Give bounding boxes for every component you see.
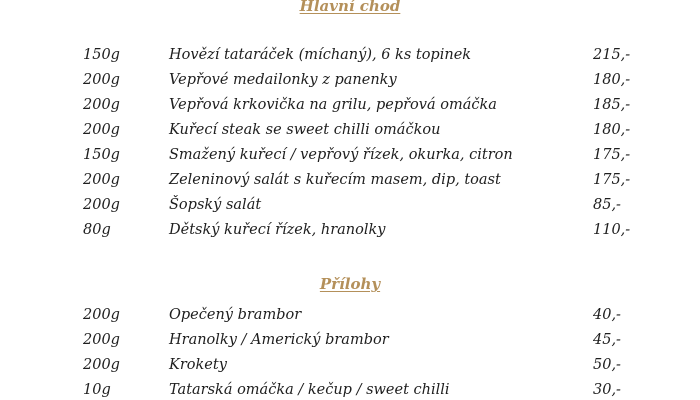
item-price: 185,- (593, 97, 631, 113)
item-price: 85,- (593, 197, 621, 213)
item-weight: 150g (83, 47, 120, 63)
menu-item (0, 70, 700, 95)
item-name: Hovězí tataráček (míchaný), 6 ks topinek (169, 47, 472, 63)
item-price: 30,- (593, 382, 621, 398)
menu-item (0, 305, 700, 330)
item-weight: 200g (83, 72, 120, 88)
section-title-text: Přílohy (319, 275, 381, 293)
menu-item (0, 145, 700, 170)
item-weight: 200g (83, 357, 120, 373)
item-name: Vepřové medailonky z panenky (169, 72, 397, 88)
item-price: 175,- (593, 172, 631, 188)
item-weight: 200g (83, 172, 120, 188)
item-weight: 200g (83, 197, 120, 213)
item-name: Šopský salát (169, 197, 262, 213)
menu-item (0, 380, 700, 400)
menu-item (0, 120, 700, 145)
menu-item (0, 355, 700, 380)
item-name: Tatarská omáčka / kečup / sweet chilli (169, 382, 450, 398)
section-title-text: Hlavní chod (299, 0, 401, 15)
item-name: Vepřová krkovička na grilu, pepřová omáčka (169, 97, 497, 113)
item-price: 40,- (593, 307, 621, 323)
item-price: 180,- (593, 122, 631, 138)
item-price: 45,- (593, 332, 621, 348)
menu-item (0, 95, 700, 120)
item-weight: 200g (83, 332, 120, 348)
item-name: Zeleninový salát s kuřecím masem, dip, toast (169, 172, 501, 188)
menu-item (0, 220, 700, 245)
menu-item (0, 45, 700, 70)
item-price: 110,- (593, 222, 631, 238)
item-price: 175,- (593, 147, 631, 163)
item-weight: 200g (83, 122, 120, 138)
menu-item (0, 195, 700, 220)
section-title-sides (0, 275, 700, 293)
menu-item (0, 330, 700, 355)
item-name: Hranolky / Americký brambor (169, 332, 389, 348)
item-weight: 80g (83, 222, 111, 238)
item-weight: 200g (83, 307, 120, 323)
item-name: Krokety (169, 357, 227, 373)
item-price: 180,- (593, 72, 631, 88)
item-price: 50,- (593, 357, 621, 373)
item-price: 215,- (593, 47, 631, 63)
item-weight: 10g (83, 382, 111, 398)
item-name: Dětský kuřecí řízek, hranolky (169, 222, 386, 238)
item-weight: 200g (83, 97, 120, 113)
item-name: Smažený kuřecí / vepřový řízek, okurka, citron (169, 147, 513, 163)
section-title-main-course (0, 0, 700, 15)
item-weight: 150g (83, 147, 120, 163)
item-name: Kuřecí steak se sweet chilli omáčkou (169, 122, 441, 138)
item-name: Opečený brambor (169, 307, 302, 323)
menu-item (0, 170, 700, 195)
